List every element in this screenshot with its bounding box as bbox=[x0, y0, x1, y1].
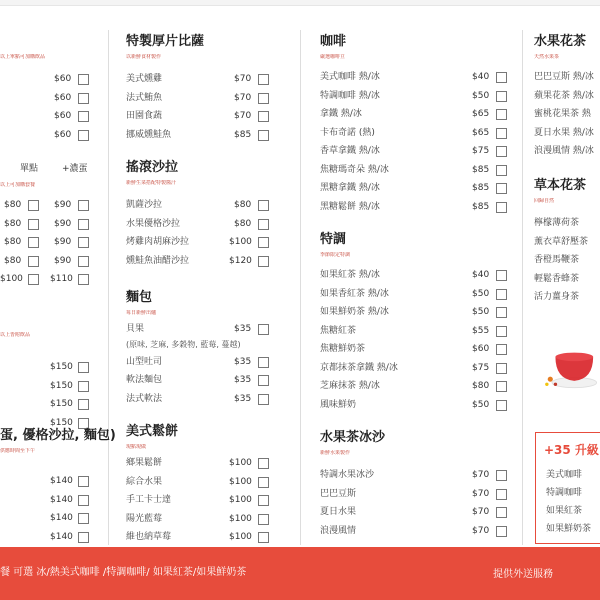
section-desc: 供應時間至下午 bbox=[0, 448, 36, 454]
section-rows bbox=[0, 196, 100, 289]
checkbox[interactable] bbox=[496, 91, 507, 102]
item-name: 黑糖拿鐵 熱/冰 bbox=[320, 183, 380, 193]
item-name: 浪漫風情 bbox=[320, 525, 357, 536]
checkbox[interactable] bbox=[496, 381, 507, 392]
price: $140 bbox=[50, 531, 73, 542]
checkbox[interactable] bbox=[496, 470, 507, 481]
item-name: 綜合水果 bbox=[126, 476, 163, 487]
menu-row bbox=[534, 251, 600, 270]
menu-row bbox=[320, 285, 510, 304]
price: $50 bbox=[472, 90, 490, 101]
section-desc: 以上皆附飲品 bbox=[0, 332, 31, 338]
price: $100 bbox=[229, 458, 252, 468]
menu-row bbox=[126, 233, 276, 252]
menu-row bbox=[126, 70, 276, 89]
section-desc: 天然水果茶 bbox=[534, 54, 560, 60]
menu-row bbox=[320, 503, 510, 522]
menu-row bbox=[0, 89, 100, 108]
upgrade-title: +35 升級 bbox=[544, 443, 599, 457]
checkbox[interactable] bbox=[496, 489, 507, 500]
checkbox[interactable] bbox=[496, 146, 507, 157]
checkbox[interactable] bbox=[78, 495, 89, 506]
checkbox[interactable] bbox=[496, 507, 507, 518]
checkbox[interactable] bbox=[496, 183, 507, 194]
price-combo: $90 bbox=[54, 200, 72, 210]
item-name: 檸檬薄荷茶 bbox=[534, 218, 580, 228]
item-name: 薰衣草舒壓茶 bbox=[534, 236, 589, 247]
header-combo: +濃蛋 bbox=[62, 164, 88, 174]
price: $85 bbox=[472, 201, 490, 212]
item-name: 拿鐵 熱/冰 bbox=[320, 109, 362, 119]
item-name: 巴巴豆斯 熱/冰 bbox=[534, 72, 594, 82]
price: $140 bbox=[50, 494, 73, 505]
upgrade-item: 如果鮮奶茶 bbox=[546, 524, 592, 534]
menu-row bbox=[0, 252, 100, 271]
price-combo: $90 bbox=[54, 218, 72, 229]
menu-row bbox=[534, 288, 600, 307]
checkbox[interactable] bbox=[496, 109, 507, 120]
price: $80 bbox=[234, 200, 252, 210]
menu-row bbox=[320, 396, 510, 415]
menu-row bbox=[126, 107, 276, 126]
icefruit-list bbox=[320, 466, 510, 540]
price: $50 bbox=[472, 288, 490, 299]
section-desc: 現點現做 bbox=[126, 444, 147, 450]
price: $150 bbox=[50, 417, 73, 428]
checkbox[interactable] bbox=[258, 200, 269, 211]
section-desc: 回歸自然 bbox=[534, 198, 555, 204]
price: $50 bbox=[472, 399, 490, 410]
checkbox[interactable] bbox=[78, 256, 89, 267]
price: $55 bbox=[472, 325, 490, 336]
price: $60 bbox=[54, 129, 72, 140]
checkbox[interactable] bbox=[258, 130, 269, 141]
checkbox[interactable] bbox=[496, 128, 507, 139]
delivery-note: 提供外送服務 bbox=[493, 569, 553, 580]
price-combo: $90 bbox=[54, 255, 72, 266]
section-title-special: 特調 bbox=[320, 232, 347, 247]
upgrade-item: 特調咖啡 bbox=[546, 488, 583, 498]
price-combo: $90 bbox=[54, 237, 72, 247]
menu-row bbox=[0, 107, 100, 126]
price-single: $100 bbox=[0, 274, 23, 284]
checkbox[interactable] bbox=[258, 514, 269, 525]
menu-row bbox=[126, 320, 276, 339]
menu-row bbox=[534, 87, 600, 106]
checkbox[interactable] bbox=[78, 532, 89, 543]
section-desc: 嚴選咖啡豆 bbox=[320, 54, 346, 60]
menu-row bbox=[126, 528, 276, 547]
menu-row bbox=[126, 353, 276, 372]
price: $70 bbox=[472, 525, 490, 536]
price: $40 bbox=[472, 270, 490, 280]
section-title-salad: 搖滾沙拉 bbox=[126, 160, 179, 175]
item-name: 焦糖瑪奇朵 熱/冰 bbox=[320, 164, 389, 175]
section-desc: 以上可加購套餐 bbox=[0, 182, 36, 188]
menu-row bbox=[534, 233, 600, 252]
menu-row bbox=[0, 395, 100, 414]
item-name: 鄉果鬆餅 bbox=[126, 458, 163, 468]
upgrade-panel bbox=[535, 432, 600, 544]
checkbox[interactable] bbox=[78, 476, 89, 487]
price-combo: $110 bbox=[50, 274, 73, 284]
item-name: 烤雞肉胡麻沙拉 bbox=[126, 237, 190, 247]
checkbox[interactable] bbox=[78, 74, 89, 85]
checkbox[interactable] bbox=[496, 326, 507, 337]
menu-row bbox=[320, 522, 510, 541]
menu-row bbox=[126, 196, 276, 215]
menu-row bbox=[126, 454, 276, 473]
menu-row bbox=[320, 466, 510, 485]
price: $50 bbox=[472, 307, 490, 317]
item-name: 如果香紅茶 熱/冰 bbox=[320, 288, 389, 299]
item-name: 卡布奇諾 (熱) bbox=[320, 127, 375, 138]
coffee-list bbox=[320, 68, 510, 216]
menu-row bbox=[0, 528, 100, 547]
special-list bbox=[320, 266, 510, 414]
menu-row bbox=[0, 196, 100, 215]
item-name: 山型吐司 bbox=[126, 356, 163, 367]
section-rows bbox=[0, 358, 100, 432]
checkbox[interactable] bbox=[258, 237, 269, 248]
tea-cup-icon bbox=[540, 338, 600, 398]
section-title-herbtea: 草本花茶 bbox=[534, 178, 587, 193]
item-name: 夏日水果 熱/冰 bbox=[534, 127, 594, 138]
item-name: 法式軟法 bbox=[126, 393, 163, 404]
menu-row bbox=[534, 105, 600, 124]
menu-row bbox=[320, 179, 510, 198]
item-name: 如果鮮奶茶 熱/冰 bbox=[320, 307, 389, 317]
price: $70 bbox=[234, 74, 252, 84]
item-name: 輕鬆香蜂茶 bbox=[534, 273, 580, 284]
menu-row bbox=[126, 215, 276, 234]
price: $80 bbox=[234, 218, 252, 229]
item-name: 巴巴豆斯 bbox=[320, 488, 357, 499]
menu-row bbox=[320, 322, 510, 341]
menu-row bbox=[0, 215, 100, 234]
checkbox[interactable] bbox=[258, 357, 269, 368]
item-name: 田園食蔬 bbox=[126, 111, 163, 121]
price: $100 bbox=[229, 476, 252, 487]
checkbox[interactable] bbox=[496, 72, 507, 83]
waffle-list bbox=[126, 454, 276, 547]
price: $100 bbox=[229, 237, 252, 247]
price: $60 bbox=[54, 92, 72, 103]
checkbox[interactable] bbox=[78, 381, 89, 392]
menu-row bbox=[320, 359, 510, 378]
checkbox[interactable] bbox=[78, 399, 89, 410]
upgrade-item: 美式咖啡 bbox=[546, 470, 583, 480]
price: $70 bbox=[472, 470, 490, 480]
section-title-coffee: 咖啡 bbox=[320, 34, 347, 49]
section-title-pizza: 特製厚片比薩 bbox=[126, 34, 205, 49]
menu-row bbox=[320, 377, 510, 396]
footer-note: 餐 可選 冰/熱美式咖啡 /特調咖啡/ 如果紅茶/如果鮮奶茶 bbox=[0, 567, 247, 578]
item-variants: (原味, 芝麻, 多穀物, 藍莓, 蔓越) bbox=[126, 339, 241, 349]
checkbox[interactable] bbox=[78, 274, 89, 285]
price: $70 bbox=[234, 111, 252, 121]
item-name: 芝麻抹茶 熱/冰 bbox=[320, 381, 380, 391]
price: $150 bbox=[50, 399, 73, 409]
item-name: 浪漫風情 熱/冰 bbox=[534, 146, 594, 156]
section-rows bbox=[0, 70, 100, 144]
checkbox[interactable] bbox=[496, 270, 507, 281]
menu-row bbox=[0, 509, 100, 528]
menu-row bbox=[320, 161, 510, 180]
menu-row bbox=[126, 390, 276, 409]
menu-row bbox=[0, 270, 100, 289]
section-desc: 季節限定特調 bbox=[320, 252, 351, 258]
price: $85 bbox=[234, 129, 252, 140]
menu-row bbox=[0, 126, 100, 145]
section-desc: 新鮮水果製作 bbox=[320, 450, 351, 456]
menu-row bbox=[0, 491, 100, 510]
menu-row bbox=[320, 68, 510, 87]
checkbox[interactable] bbox=[496, 289, 507, 300]
checkbox[interactable] bbox=[78, 362, 89, 373]
section-desc: 每日新鮮出爐 bbox=[126, 310, 157, 316]
price: $75 bbox=[472, 146, 490, 156]
item-name: 風味鮮奶 bbox=[320, 399, 357, 410]
price-single: $80 bbox=[4, 200, 22, 210]
price: $70 bbox=[472, 507, 490, 517]
item-name: 貝果 bbox=[126, 324, 145, 334]
price: $100 bbox=[229, 495, 252, 505]
item-name: 香橙馬鞭茶 bbox=[534, 255, 580, 265]
price-single: $80 bbox=[4, 237, 22, 247]
footer-bar bbox=[0, 547, 600, 600]
menu-row bbox=[126, 252, 276, 271]
checkbox[interactable] bbox=[258, 74, 269, 85]
header-single: 單點 bbox=[20, 164, 39, 174]
menu-row bbox=[534, 68, 600, 87]
price: $35 bbox=[234, 356, 252, 367]
upgrade-item: 如果紅茶 bbox=[546, 506, 583, 516]
item-name: 特調水果冰沙 bbox=[320, 470, 375, 480]
checkbox[interactable] bbox=[496, 165, 507, 176]
menu-row bbox=[126, 473, 276, 492]
checkbox[interactable] bbox=[28, 256, 39, 267]
checkbox[interactable] bbox=[28, 200, 39, 211]
item-name: 法式鮪魚 bbox=[126, 92, 163, 103]
checkbox[interactable] bbox=[78, 130, 89, 141]
item-name: 軟法麵包 bbox=[126, 375, 163, 385]
item-name: 蘋果花茶 熱/冰 bbox=[534, 90, 594, 101]
item-name: 陽光藍莓 bbox=[126, 513, 163, 524]
salad-list bbox=[126, 196, 276, 270]
menu-row bbox=[320, 124, 510, 143]
price: $60 bbox=[472, 344, 490, 354]
checkbox[interactable] bbox=[78, 200, 89, 211]
herbtea-list bbox=[534, 214, 600, 307]
checkbox[interactable] bbox=[78, 513, 89, 524]
item-name: 如果紅茶 熱/冰 bbox=[320, 270, 380, 280]
menu-row bbox=[0, 233, 100, 252]
item-name: 挪威燻鮭魚 bbox=[126, 129, 172, 140]
fruittea-list bbox=[534, 68, 600, 161]
checkbox[interactable] bbox=[258, 256, 269, 267]
price: $35 bbox=[234, 393, 252, 404]
price-column-header bbox=[0, 162, 100, 176]
price: $60 bbox=[54, 74, 72, 84]
column-divider bbox=[108, 30, 109, 545]
section-title-bread: 麵包 bbox=[126, 290, 153, 305]
checkbox[interactable] bbox=[258, 324, 269, 335]
price: $100 bbox=[229, 532, 252, 542]
section-desc: 以上單點可加購飲品 bbox=[0, 54, 46, 60]
menu-row bbox=[320, 142, 510, 161]
item-name: 美式燻雞 bbox=[126, 74, 163, 84]
checkbox[interactable] bbox=[258, 111, 269, 122]
price: $35 bbox=[234, 375, 252, 385]
column-divider bbox=[300, 30, 301, 545]
menu-row bbox=[0, 472, 100, 491]
checkbox[interactable] bbox=[258, 495, 269, 506]
section-rows bbox=[0, 472, 100, 546]
price: $100 bbox=[229, 513, 252, 524]
section-title-waffle: 美式鬆餅 bbox=[126, 424, 179, 439]
bread-list bbox=[126, 320, 276, 408]
menu-row bbox=[320, 105, 510, 124]
menu-row bbox=[534, 124, 600, 143]
item-name: 特調咖啡 熱/冰 bbox=[320, 90, 380, 101]
menu-row bbox=[320, 340, 510, 359]
menu-row bbox=[534, 214, 600, 233]
checkbox[interactable] bbox=[78, 237, 89, 248]
section-desc: 以新鮮食材製作 bbox=[126, 54, 162, 60]
checkbox[interactable] bbox=[496, 363, 507, 374]
section-title-fruittea: 水果花茶 bbox=[534, 34, 587, 49]
price: $75 bbox=[472, 362, 490, 373]
item-name: 蜜桃花果茶 熱 bbox=[534, 109, 591, 119]
item-name: 京都抹茶拿鐵 熱/冰 bbox=[320, 362, 398, 373]
menu-row bbox=[320, 87, 510, 106]
checkbox[interactable] bbox=[258, 477, 269, 488]
price-single: $80 bbox=[4, 218, 22, 229]
menu-row bbox=[126, 126, 276, 145]
item-name: 焦糖紅茶 bbox=[320, 325, 357, 336]
item-name: 凱薩沙拉 bbox=[126, 200, 163, 210]
price: $70 bbox=[234, 92, 252, 103]
price: $140 bbox=[50, 476, 73, 486]
price: $85 bbox=[472, 164, 490, 175]
column-divider bbox=[522, 30, 523, 545]
item-name: 香草拿鐵 熱/冰 bbox=[320, 146, 380, 156]
menu-row bbox=[126, 89, 276, 108]
checkbox[interactable] bbox=[78, 418, 89, 429]
menu-row bbox=[0, 70, 100, 89]
item-name: 手工卡士達 bbox=[126, 495, 172, 505]
checkbox[interactable] bbox=[78, 93, 89, 104]
checkbox[interactable] bbox=[258, 375, 269, 386]
checkbox[interactable] bbox=[496, 202, 507, 213]
menu-row bbox=[0, 358, 100, 377]
checkbox[interactable] bbox=[496, 344, 507, 355]
price: $65 bbox=[472, 109, 490, 119]
price: $60 bbox=[54, 111, 72, 121]
checkbox[interactable] bbox=[258, 394, 269, 405]
menu-row bbox=[126, 371, 276, 390]
checkbox[interactable] bbox=[28, 274, 39, 285]
top-border bbox=[0, 0, 600, 6]
checkbox[interactable] bbox=[78, 219, 89, 230]
price: $150 bbox=[50, 380, 73, 391]
checkbox[interactable] bbox=[258, 93, 269, 104]
menu-row bbox=[320, 198, 510, 217]
checkbox[interactable] bbox=[496, 400, 507, 411]
price: $85 bbox=[472, 183, 490, 193]
menu-row bbox=[126, 510, 276, 529]
item-name: 維也納草莓 bbox=[126, 532, 172, 542]
pizza-list bbox=[126, 70, 276, 144]
price: $65 bbox=[472, 127, 490, 138]
price: $150 bbox=[50, 362, 73, 372]
section-title-icefruit: 水果茶冰沙 bbox=[320, 430, 386, 445]
item-name: 黑糖鬆餅 熱/冰 bbox=[320, 201, 380, 212]
price: $120 bbox=[229, 255, 252, 266]
price: $140 bbox=[50, 513, 73, 523]
checkbox[interactable] bbox=[28, 237, 39, 248]
item-name: 燻鮭魚油醋沙拉 bbox=[126, 255, 190, 266]
checkbox[interactable] bbox=[258, 458, 269, 469]
menu-row bbox=[534, 270, 600, 289]
section-title: 蛋, 優格沙拉, 麵包) bbox=[0, 428, 116, 443]
checkbox[interactable] bbox=[28, 219, 39, 230]
menu-row bbox=[320, 266, 510, 285]
checkbox[interactable] bbox=[496, 526, 507, 537]
checkbox[interactable] bbox=[78, 111, 89, 122]
menu-row bbox=[534, 142, 600, 161]
price-single: $80 bbox=[4, 255, 22, 266]
item-name: 活力薑身茶 bbox=[534, 292, 580, 302]
menu-row bbox=[0, 377, 100, 396]
section-desc: 新鮮生菜搭配特製醬汁 bbox=[126, 180, 177, 186]
checkbox[interactable] bbox=[258, 219, 269, 230]
price: $80 bbox=[472, 381, 490, 391]
price: $40 bbox=[472, 72, 490, 82]
menu-row bbox=[126, 491, 276, 510]
menu-row bbox=[320, 485, 510, 504]
checkbox[interactable] bbox=[258, 532, 269, 543]
item-name: 美式咖啡 熱/冰 bbox=[320, 72, 380, 82]
price: $70 bbox=[472, 488, 490, 499]
checkbox[interactable] bbox=[496, 307, 507, 318]
price: $35 bbox=[234, 324, 252, 334]
item-name: 夏日水果 bbox=[320, 507, 357, 517]
menu-row bbox=[320, 303, 510, 322]
item-name: 焦糖鮮奶茶 bbox=[320, 344, 366, 354]
item-name: 水果優格沙拉 bbox=[126, 218, 181, 229]
